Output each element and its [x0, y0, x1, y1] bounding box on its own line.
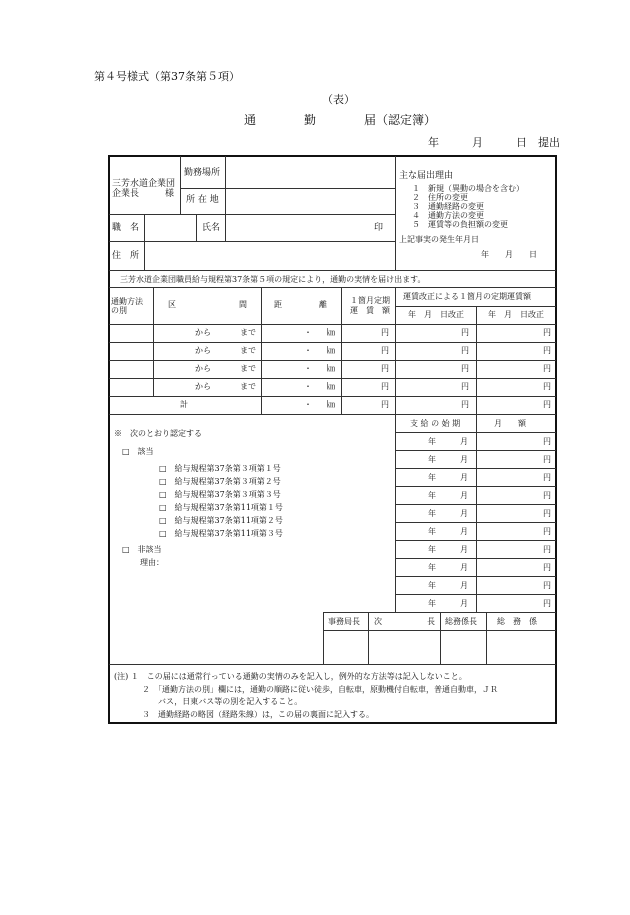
yen-unit: 円: [543, 400, 551, 409]
yen-unit: 円: [543, 599, 551, 608]
form-title: 通 勤 届（認定簿）: [244, 113, 437, 127]
workplace-label: 勤務場所: [184, 168, 221, 178]
office-head-label: 事務局長: [328, 617, 360, 626]
yen-unit: 円: [461, 346, 469, 355]
reason-item: ５ 運賃等の負担額の変更: [412, 220, 508, 229]
rule-checkbox: □ 給与規程第37条第３項第３号: [159, 490, 281, 499]
form-side: （表）: [322, 93, 355, 106]
revision-sub-2: 年 月 日改正: [488, 310, 544, 319]
note-1: (注) １ この届には通常行っている通勤の実情のみを記入し，例外的な方法等は記入しないこと。: [114, 672, 467, 681]
yen-unit: 円: [543, 328, 551, 337]
payment-ym: 年 月: [428, 509, 468, 518]
reason-item: ２ 住所の変更: [412, 193, 468, 202]
yen-unit: 円: [543, 437, 551, 446]
from-text: から: [195, 328, 211, 337]
yen-unit: 円: [461, 382, 469, 391]
distance-label-b: 離: [319, 300, 327, 309]
yen-unit: 円: [381, 346, 389, 355]
total-label: 計: [180, 400, 188, 409]
rule-checkbox: □ 給与規程第37条第３項第２号: [159, 477, 281, 486]
revision-label: 運賃改正による１箇月の定期運賃額: [403, 292, 531, 301]
certify-note: ※ 次のとおり認定する: [114, 429, 202, 438]
occurred-label: 上記事実の発生年月日: [399, 235, 479, 244]
note-2a: ２ 「通勤方法の別」欄には，通勤の順路に従い徒歩，自転車，原動機付自転車，普通自動車，ＪＲ: [142, 685, 498, 694]
reason-label: 理由：: [140, 558, 164, 567]
decimal-dot: ・: [304, 328, 312, 337]
form-number: 第４号様式（第37条第５項）: [94, 70, 240, 83]
reason-item: ４ 通勤方法の変更: [412, 211, 484, 220]
km-unit: ㎞: [327, 328, 335, 337]
yen-unit: 円: [543, 346, 551, 355]
to-text: まで: [240, 364, 256, 373]
distance-label-a: 距: [274, 300, 282, 309]
yen-unit: 円: [543, 364, 551, 373]
chief-label: 総務係長: [445, 617, 477, 626]
reason-item: ３ 通勤経路の変更: [412, 202, 484, 211]
fare-label-1: １箇月定期: [350, 296, 390, 305]
method-label: 通勤方法 の別: [111, 297, 143, 316]
payment-ym: 年 月: [428, 437, 468, 446]
to-text: まで: [240, 328, 256, 337]
submit-date: 年 月 日 提出: [428, 136, 560, 149]
revision-sub-1: 年 月 日改正: [408, 310, 464, 319]
yen-unit: 円: [381, 364, 389, 373]
payment-amount-label: 月 額: [494, 419, 526, 428]
note-2b: バス，日東バス等の別を記入すること。: [158, 697, 303, 706]
payment-ym: 年 月: [428, 599, 468, 608]
yen-unit: 円: [461, 364, 469, 373]
not-applicable-checkbox: □ 非該当: [122, 545, 162, 554]
addressee-head: 企業長: [112, 189, 140, 199]
decimal-dot: ・: [304, 400, 312, 409]
note-3: ３ 通勤経路の略図（経路朱線）は，この届の裏面に記入する。: [142, 710, 374, 719]
payment-ym: 年 月: [428, 527, 468, 536]
yen-unit: 円: [543, 509, 551, 518]
reason-item: １ 新規（異動の場合を含む）: [412, 184, 524, 193]
yen-unit: 円: [543, 563, 551, 572]
payment-ym: 年 月: [428, 473, 468, 482]
applicable-checkbox: □ 該当: [122, 447, 154, 456]
yen-unit: 円: [543, 527, 551, 536]
payment-ym: 年 月: [428, 455, 468, 464]
deputy-label-a: 次: [374, 617, 382, 626]
to-text: まで: [240, 346, 256, 355]
payment-ym: 年 月: [428, 581, 468, 590]
rule-checkbox: □ 給与規程第37条第11項第１号: [159, 503, 283, 512]
title-label: 職 名: [112, 223, 140, 233]
payment-ym: 年 月: [428, 545, 468, 554]
payment-ym: 年 月: [428, 491, 468, 500]
from-text: から: [195, 382, 211, 391]
yen-unit: 円: [543, 581, 551, 590]
decimal-dot: ・: [304, 346, 312, 355]
payment-start-label: 支 給 の 始 期: [410, 419, 461, 428]
yen-unit: 円: [381, 400, 389, 409]
from-text: から: [195, 346, 211, 355]
yen-unit: 円: [543, 473, 551, 482]
fare-label-2: 運 賃 額: [350, 306, 390, 315]
yen-unit: 円: [543, 491, 551, 500]
yen-unit: 円: [381, 328, 389, 337]
section-label-b: 間: [239, 300, 247, 309]
clerk-label: 総 務 係: [497, 617, 537, 626]
name-label: 氏名: [202, 223, 221, 233]
deputy-label-b: 長: [427, 617, 435, 626]
km-unit: ㎞: [327, 364, 335, 373]
yen-unit: 円: [543, 545, 551, 554]
addressee-sama: 様: [165, 189, 175, 199]
rule-checkbox: □ 給与規程第37条第11項第３号: [159, 529, 283, 538]
address-label: 住 所: [112, 251, 140, 261]
km-unit: ㎞: [327, 346, 335, 355]
seal-mark: 印: [374, 223, 384, 233]
location-label: 所 在 地: [186, 195, 219, 205]
addressee-org: 三芳水道企業団: [112, 179, 176, 189]
reasons-heading: 主な届出理由: [399, 171, 454, 181]
yen-unit: 円: [461, 400, 469, 409]
decimal-dot: ・: [304, 364, 312, 373]
rule-checkbox: □ 給与規程第37条第３項第１号: [159, 464, 281, 473]
km-unit: ㎞: [327, 400, 335, 409]
section-label-a: 区: [168, 300, 176, 309]
to-text: まで: [240, 382, 256, 391]
occurred-date: 年 月 日: [481, 250, 537, 259]
yen-unit: 円: [461, 328, 469, 337]
km-unit: ㎞: [327, 382, 335, 391]
yen-unit: 円: [543, 455, 551, 464]
rule-checkbox: □ 給与規程第37条第11項第２号: [159, 516, 283, 525]
from-text: から: [195, 364, 211, 373]
yen-unit: 円: [381, 382, 389, 391]
payment-ym: 年 月: [428, 563, 468, 572]
yen-unit: 円: [543, 382, 551, 391]
decimal-dot: ・: [304, 382, 312, 391]
statement-text: 三芳水道企業団職員給与規程第37条第５項の規定により，通勤の実情を届け出ます。: [120, 275, 426, 284]
